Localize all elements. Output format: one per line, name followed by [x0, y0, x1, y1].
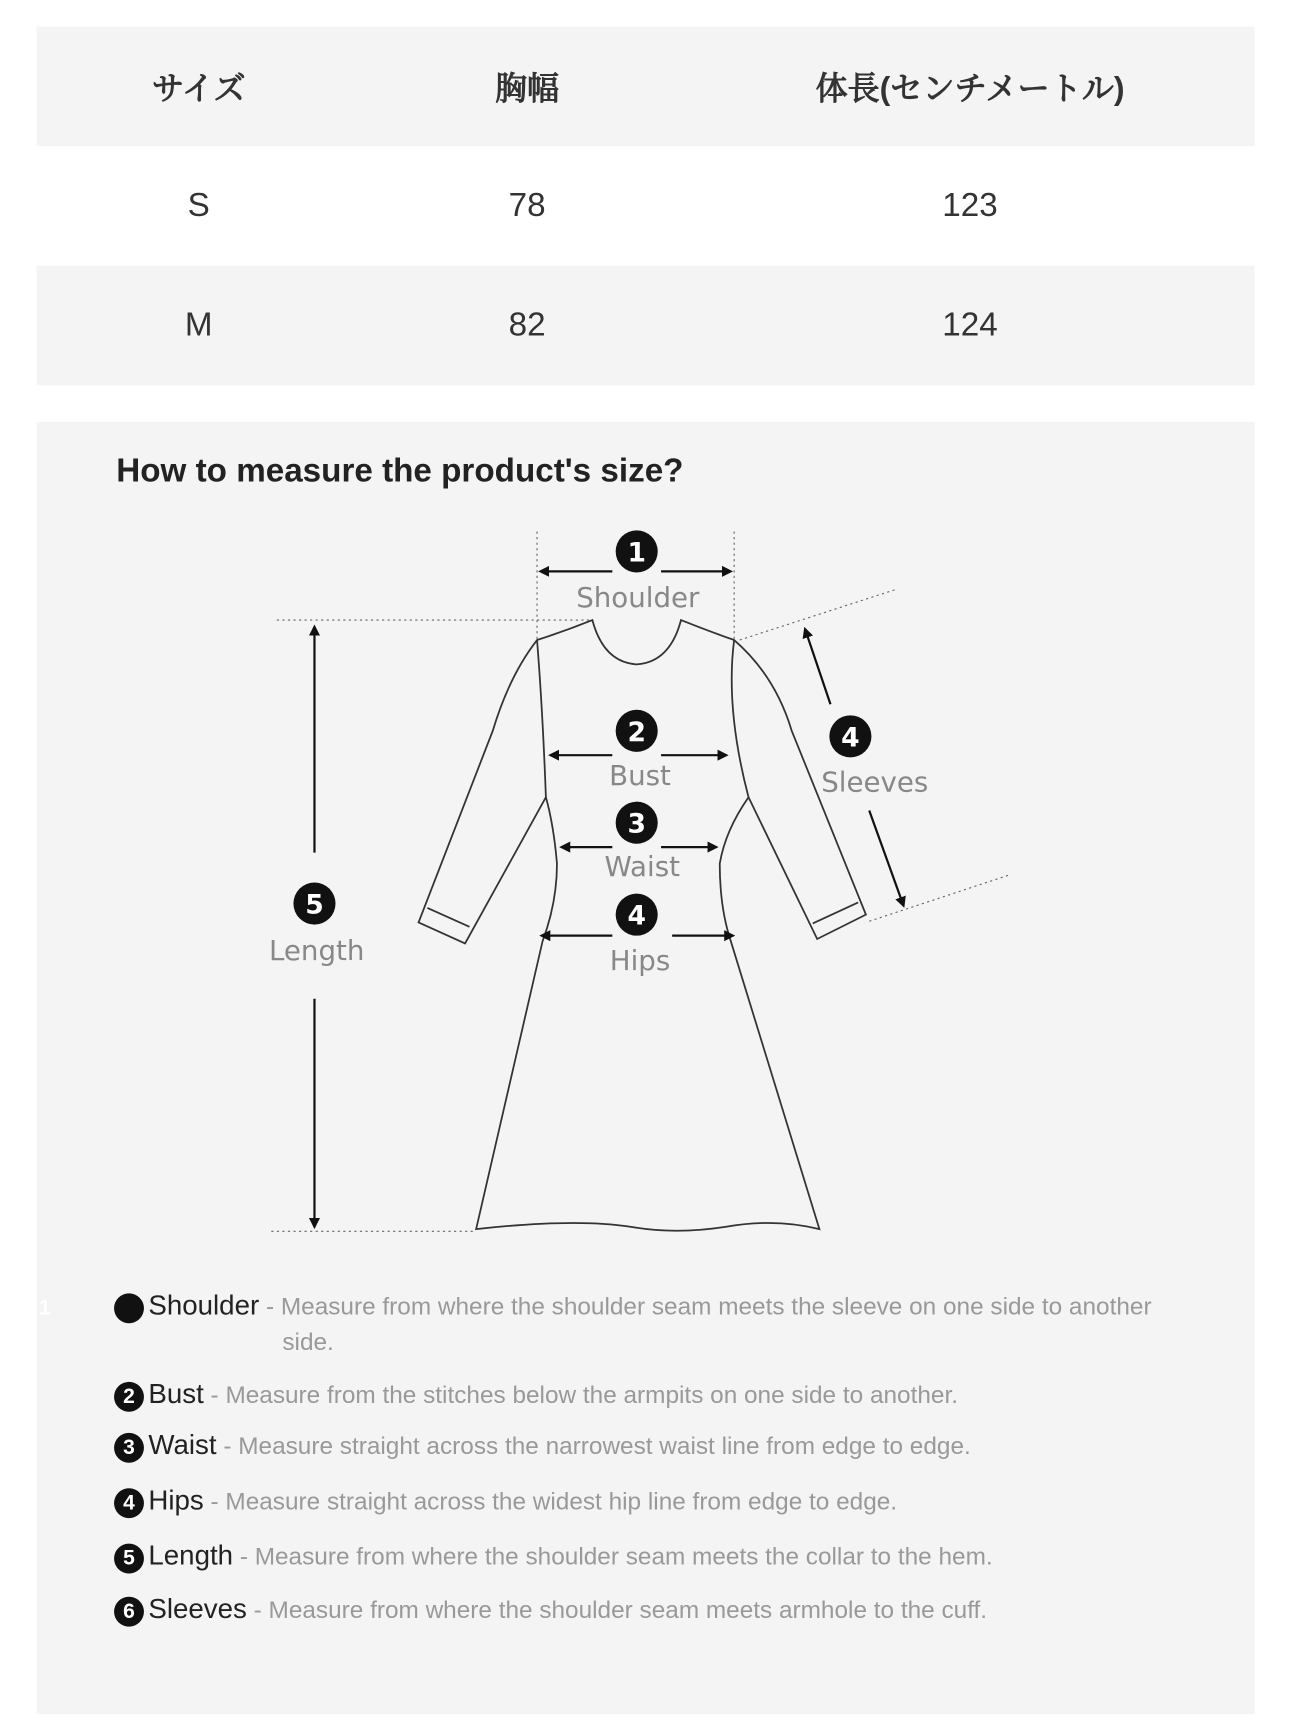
item-name: Sleeves	[148, 1593, 247, 1625]
cell-size: S	[187, 187, 210, 224]
item-desc: - Measure from where the shoulder seam meets armhole to the cuff.	[253, 1595, 988, 1624]
svg-text:1: 1	[627, 537, 646, 569]
svg-text:Sleeves: Sleeves	[821, 765, 929, 799]
number-badge-icon: 4	[114, 1488, 144, 1518]
size-table-header	[37, 27, 1255, 147]
header-length: 体長(センチメートル)	[815, 71, 1125, 107]
item-desc: - Measure from where the shoulder seam meets the sleeve on one side to another side.	[265, 1292, 1152, 1356]
svg-text:4: 4	[841, 722, 860, 754]
list-item	[114, 1483, 1177, 1520]
svg-text:Length: Length	[268, 934, 365, 968]
sleeves-marker	[821, 715, 928, 798]
svg-text:Bust: Bust	[609, 759, 671, 793]
svg-text:3: 3	[627, 808, 646, 840]
list-item	[114, 1376, 1177, 1413]
list-item	[114, 1591, 1177, 1628]
waist-marker	[604, 802, 680, 883]
bust-marker	[609, 710, 671, 792]
list-item	[114, 1427, 1177, 1464]
item-name: Waist	[148, 1429, 217, 1461]
number-badge-icon: 3	[114, 1433, 144, 1463]
item-name: Shoulder	[148, 1290, 260, 1322]
cell-size: M	[184, 306, 213, 344]
cell-chest: 78	[508, 187, 546, 224]
list-item	[114, 1538, 1177, 1575]
header-size: サイズ	[151, 71, 246, 107]
svg-text:Waist: Waist	[604, 849, 680, 883]
item-desc: - Measure straight across the widest hip line from edge to edge.	[210, 1487, 898, 1515]
item-desc: - Measure from the stitches below the armpits on one side to another.	[210, 1380, 959, 1409]
arrows	[314, 571, 903, 1227]
cell-chest: 82	[508, 306, 546, 344]
dress-diagram	[37, 422, 1255, 1714]
item-desc: - Measure straight across the narrowest waist line from edge to edge.	[223, 1431, 971, 1460]
svg-text:5: 5	[305, 889, 324, 921]
svg-text:Hips: Hips	[609, 943, 671, 977]
hips-marker	[610, 894, 670, 977]
svg-text:Shoulder: Shoulder	[576, 580, 700, 614]
svg-text:2: 2	[627, 716, 646, 748]
measure-guide-panel	[37, 422, 1255, 1714]
number-badge-icon: 5	[114, 1543, 144, 1573]
length-marker	[269, 883, 364, 968]
number-badge-icon: 2	[114, 1382, 144, 1412]
cell-length: 124	[942, 306, 998, 344]
table-row	[37, 266, 1255, 386]
number-badge-icon: 6	[114, 1596, 144, 1626]
cell-length: 123	[942, 187, 998, 224]
header-chest: 胸幅	[494, 71, 560, 107]
list-item	[38, 1288, 1190, 1360]
item-name: Hips	[148, 1484, 204, 1516]
item-name: Length	[148, 1540, 234, 1572]
guide-title: How to measure the product's size?	[116, 452, 684, 490]
item-desc: - Measure from where the shoulder seam meets the collar to the hem.	[239, 1542, 993, 1571]
table-row	[37, 146, 1255, 266]
svg-text:4: 4	[627, 900, 646, 932]
item-name: Bust	[148, 1378, 204, 1410]
number-badge-icon: 1	[114, 1293, 144, 1323]
